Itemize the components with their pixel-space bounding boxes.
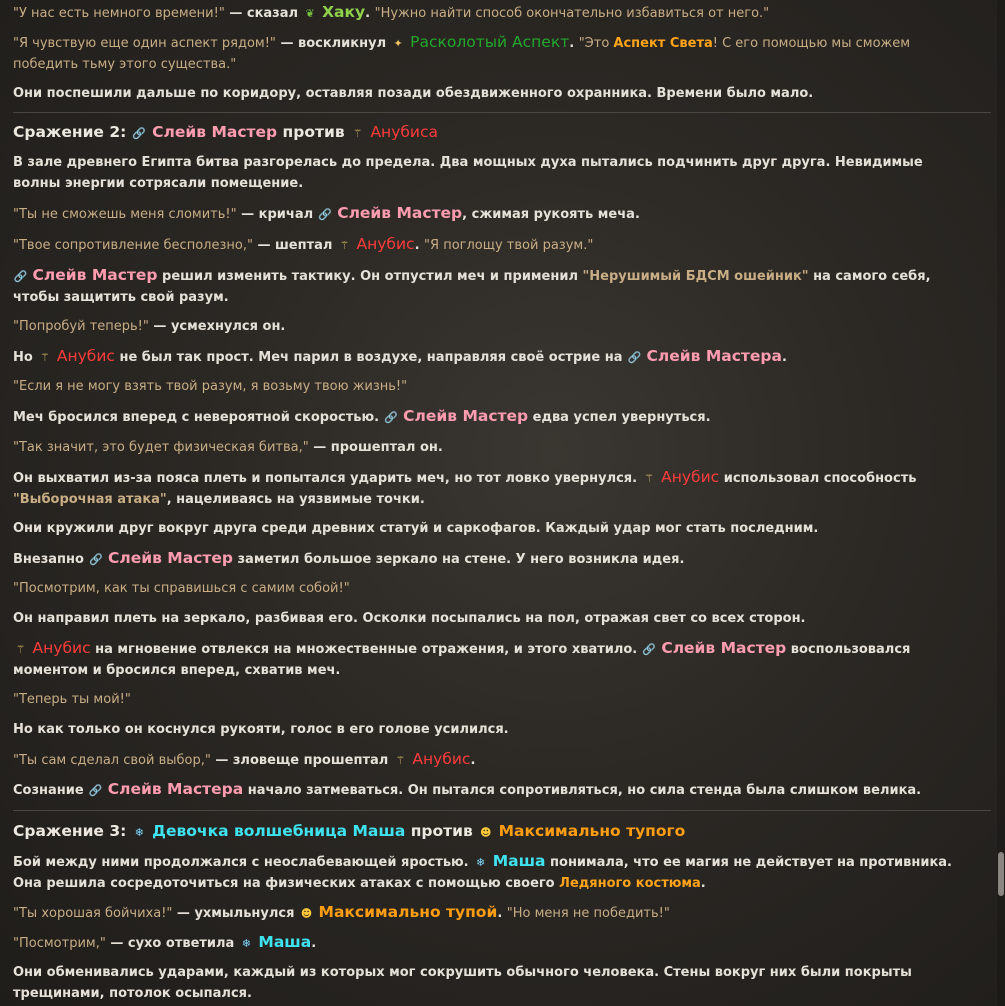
link-icon: 🔗 — [318, 208, 332, 221]
character-name: Анубис — [661, 468, 720, 486]
character-name: Слейв Мастера — [107, 780, 244, 798]
character-name: Анубис — [56, 347, 115, 365]
story-paragraph: "Ты сам сделал свой выбор," — зловеще прошептал ⚚ Анубис. — [13, 749, 475, 771]
story-paragraph: "Попробуй теперь!" — усмехнулся он. — [13, 319, 286, 334]
character-name: Хаку — [322, 3, 366, 21]
character-name: Слейв Мастер — [152, 123, 278, 141]
story-paragraph: "У нас есть немного времени!" — сказал ❦ Хаку. "Нужно найти способ окончательно избавиться от него." — [13, 2, 769, 24]
battle-heading: Сражение 3: ❄ Девочка волшебница Маша против ☻ Максимально тупого — [13, 820, 685, 844]
character-name: Девочка волшебница Маша — [152, 822, 406, 840]
scrollbar-thumb[interactable] — [998, 852, 1004, 896]
story-paragraph: Бой между ними продолжался с неослабевающей яростью. ❄ Маша понимала, что ее магия не действует на противника. Она решила сосредоточиться на физических атаках с помощью своего Ледяного костюма. — [13, 852, 952, 891]
story-paragraph: Они кружили друг вокруг друга среди древних статуй и саркофагов. Каждый удар мог стать последним. — [13, 521, 819, 536]
link-icon: 🔗 — [13, 270, 28, 283]
story-paragraph: Сознание 🔗 Слейв Мастера начало затмеваться. Он пытался сопротивляться, но сила стенда была слишком велика. — [13, 779, 921, 801]
character-name: Слейв Мастер — [661, 639, 787, 657]
staff-icon: ⚚ — [352, 127, 363, 140]
character-name: Слейв Мастера — [646, 347, 782, 365]
character-name: Слейв Мастер — [108, 549, 233, 567]
link-icon: 🔗 — [627, 351, 642, 364]
item-name: Аспект Света — [613, 36, 713, 51]
link-icon: 🔗 — [642, 643, 657, 656]
character-name: Анубис — [356, 235, 415, 253]
story-paragraph: Он выхватил из-за пояса плеть и попытался ударить меч, но тот ловко увернулся. ⚚ Анубис использовал способность "Выборочная атака", нацеливаясь на уязвимые точки. — [13, 468, 917, 507]
snowflake-icon: ❄ — [241, 937, 251, 950]
link-icon: 🔗 — [384, 411, 398, 424]
character-name: Маша — [258, 933, 312, 951]
character-name: Максимально тупого — [498, 822, 686, 840]
link-icon: 🔗 — [89, 553, 103, 566]
story-paragraph: Он направил плеть на зеркало, разбивая его. Осколки посыпались на пол, отражая свет со всех сторон. — [13, 611, 806, 626]
story-paragraph: "Ты хорошая бойчиха!" — ухмыльнулся ☻ Максимально тупой. "Но меня не победить!" — [13, 902, 670, 924]
story-paragraph: Они поспешили дальше по коридору, оставляя позади обездвиженного охранника. Времени было мало. — [13, 86, 814, 101]
scrollbar-track[interactable] — [997, 0, 1005, 1006]
story-paragraph: "Теперь ты мой!" — [13, 692, 131, 707]
character-name: Маша — [492, 852, 546, 870]
staff-icon: ⚚ — [39, 351, 50, 364]
ability-name: "Выборочная атака" — [13, 492, 167, 507]
staff-icon: ⚚ — [15, 643, 26, 656]
link-icon: 🔗 — [132, 127, 147, 140]
story-paragraph: Внезапно 🔗 Слейв Мастер заметил большое зеркало на стене. У него возникла идея. — [13, 548, 684, 570]
snowflake-icon: ❄ — [476, 856, 486, 869]
section-divider — [13, 112, 991, 113]
link-icon: 🔗 — [88, 784, 103, 797]
silly-face-icon: ☻ — [300, 907, 313, 920]
character-name: Анубиса — [370, 123, 439, 141]
story-paragraph: Но ⚚ Анубис не был так прост. Меч парил в воздухе, направляя своё острие на 🔗 Слейв Мастера. — [13, 346, 787, 368]
staff-icon: ⚚ — [644, 472, 655, 485]
staff-icon: ⚚ — [339, 239, 350, 252]
battle-heading: Сражение 2: 🔗 Слейв Мастер против ⚚ Анубиса — [13, 121, 438, 145]
staff-icon: ⚚ — [395, 754, 406, 767]
character-name: Расколотый Аспект — [410, 33, 570, 51]
character-name: Слейв Мастер — [32, 266, 158, 284]
character-name: Максимально тупой — [318, 903, 498, 921]
section-divider — [13, 810, 991, 811]
character-name: Слейв Мастер — [403, 407, 529, 425]
snowflake-icon: ❄ — [134, 826, 144, 839]
story-paragraph: "Твое сопротивление бесполезно," — шептал ⚚ Анубис. "Я поглощу твой разум." — [13, 234, 593, 256]
story-paragraph: "Посмотрим, как ты справишься с самим собой!" — [13, 581, 350, 596]
story-paragraph: ⚚ Анубис на мгновение отвлекся на множественные отражения, и этого хватило. 🔗 Слейв Мастер воспользовался моментом и бросился вперед, схватив меч. — [13, 639, 911, 678]
item-name: Ледяного костюма — [559, 876, 701, 891]
story-paragraph: Они обменивались ударами, каждый из которых мог сокрушить обычного человека. Стены вокруг них были покрыты трещинами, потолок осыпался. — [13, 965, 912, 1001]
story-paragraph: "Ты не сможешь меня сломить!" — кричал 🔗 Слейв Мастер, сжимая рукоять меча. — [13, 203, 640, 225]
character-name: Анубис — [412, 750, 471, 768]
character-name: Слейв Мастер — [337, 204, 463, 222]
character-name: Анубис — [32, 639, 91, 657]
story-paragraph: Меч бросился вперед с невероятной скоростью. 🔗 Слейв Мастер едва успел увернуться. — [13, 406, 711, 428]
story-paragraph: "Посмотрим," — сухо ответила ❄ Маша. — [13, 932, 316, 954]
story-paragraph: "Если я не могу взять твой разум, я возьму твою жизнь!" — [13, 379, 408, 394]
story-paragraph: "Я чувствую еще один аспект рядом!" — воскликнул ✦ Расколотый Аспект. "Это Аспект Света! С его помощью мы сможем победить тьму этого существа." — [13, 33, 911, 72]
story-paragraph: 🔗 Слейв Мастер решил изменить тактику. Он отпустил меч и применил "Нерушимый БДСМ ошейник" на самого себя, чтобы защитить свой разум. — [13, 266, 931, 305]
story-paragraph: В зале древнего Египта битва разгорелась до предела. Два мощных духа пытались подчинить друг друга. Невидимые волны энергии сотрясали помещение. — [13, 155, 923, 191]
aspect-icon: ✦ — [393, 37, 403, 50]
item-name: "Нерушимый БДСМ ошейник" — [582, 269, 809, 284]
haku-icon: ❦ — [305, 7, 315, 20]
silly-face-icon: ☻ — [479, 826, 492, 839]
story-paragraph: Но как только он коснулся рукояти, голос в его голове усилился. — [13, 722, 509, 737]
story-paragraph: "Так значит, это будет физическая битва," — прошептал он. — [13, 440, 443, 455]
